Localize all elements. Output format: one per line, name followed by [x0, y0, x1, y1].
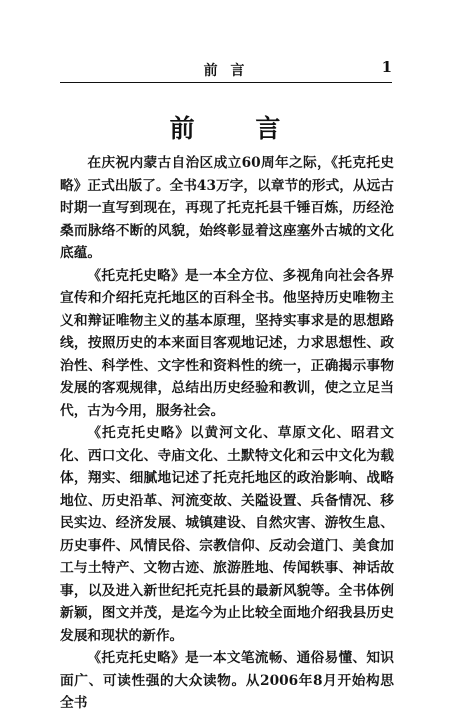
header-rule: [60, 82, 392, 83]
paragraph-1: 在庆祝内蒙古自治区成立60周年之际，《托克托史略》正式出版了。全书43万字，以章节的形式，从远古时期一直写到现在，再现了托克托县千锤百炼，历经沧桑而脉络不断的风貌，始终彰显着这座塞外古城的文化底蕴。: [60, 155, 394, 261]
paragraph-3: 《托克托史略》以黄河文化、草原文化、昭君文化、西口文化、寺庙文化、土默特文化和云中文化为载体，翔实、细腻地记述了托克托地区的政治影响、战略地位、历史沿革、河流变故、关隘设置、兵备情况、移民实边、经济发展、城镇建设、自然灾害、游牧生息、历史事件、风情民俗、宗教信仰、反动会道门、美食加工与土特产、文物古迹、旅游胜地、传闻轶事、神话故事，以及进入新世纪托克托县的最新风貌等。全书体例新颖，图文并茂，是迄今为止比较全面地介绍我县历史发展和现状的新作。: [60, 425, 394, 644]
page-number: 1: [381, 58, 392, 76]
running-title: 前 言: [203, 63, 249, 79]
paragraph-4: 《托克托史略》是一本文笔流畅、通俗易懂、知识面广、可读性强的大众读物。从2006年8月开始构思全书: [60, 650, 394, 711]
paragraph-2: 《托克托史略》是一本全方位、多视角向社会各界宣传和介绍托克托地区的百科全书。他坚持历史唯物主义和辩证唯物主义的基本原理，坚持实事求是的思想路线，按照历史的本来面目客观地记述，力求思想性、政治性、科学性、文字性和资料性的统一，正确揭示事物发展的客观规律，总结出历史经验和教训，使之立足当代，古为今用，服务社会。: [60, 267, 394, 419]
chapter-title: 前 言: [169, 114, 307, 143]
body-text: [60, 152, 394, 715]
running-header: [60, 58, 392, 80]
